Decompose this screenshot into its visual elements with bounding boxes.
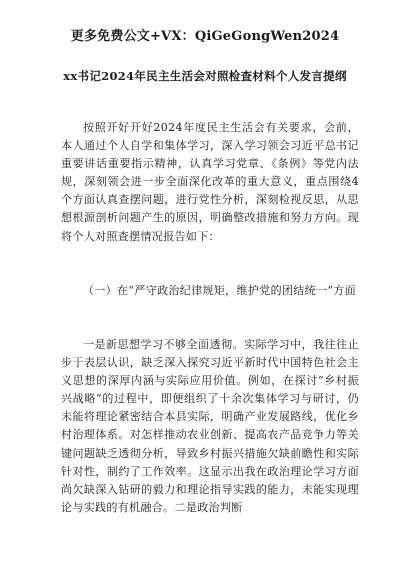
intro-paragraph: 按照开好开好2024年度民主生活会有关要求，会前，本人通过个人自学和集体学习，深入学习领会习近平总书记重要讲话重要指示精神，认真学习党章、《条例》等党内法规，深刻领会进一步全面深化改革的重大意义，重点围绕4个方面认真查摆问题，进行党性分析，深刻检视反思，从思想根源剖析问题产生的原因，明确整改措施和努力方向。现将个人对照查摆情况报告如下： bbox=[61, 121, 359, 243]
document-title: xx书记2024年民主生活会对照检查材料个人发言提纲 bbox=[63, 69, 347, 83]
watermark-header: 更多免费公文+VX：QiGeGongWen2024 bbox=[70, 29, 340, 44]
body-paragraph: 一是新思想学习不够全面透彻。实际学习中，我往往止步于表层认识，缺乏深入探究习近平新时代中国特色社会主义思想的深厚内涵与实际应用价值。例如，在探讨“乡村振兴战略”的过程中，即便组织了十余次集体学习与研讨，仍未能将理论紧密结合本县实际，明确产业发展路线，优化乡村治理体系。对怎样推动农业创新、提高农产品竞争力等关键问题缺乏透彻分析，导致乡村振兴措施欠缺前瞻性和实际针对性，制约了工作效率。这显示出我在政治理论学习方面尚欠缺深入钻研的毅力和理论指导实践的能力，未能实现理论与实践的有机融合。二是政治判断 bbox=[61, 338, 359, 514]
section-heading: （一）在“严守政治纪律规矩，维护党的团结统一”方面 bbox=[83, 284, 356, 297]
